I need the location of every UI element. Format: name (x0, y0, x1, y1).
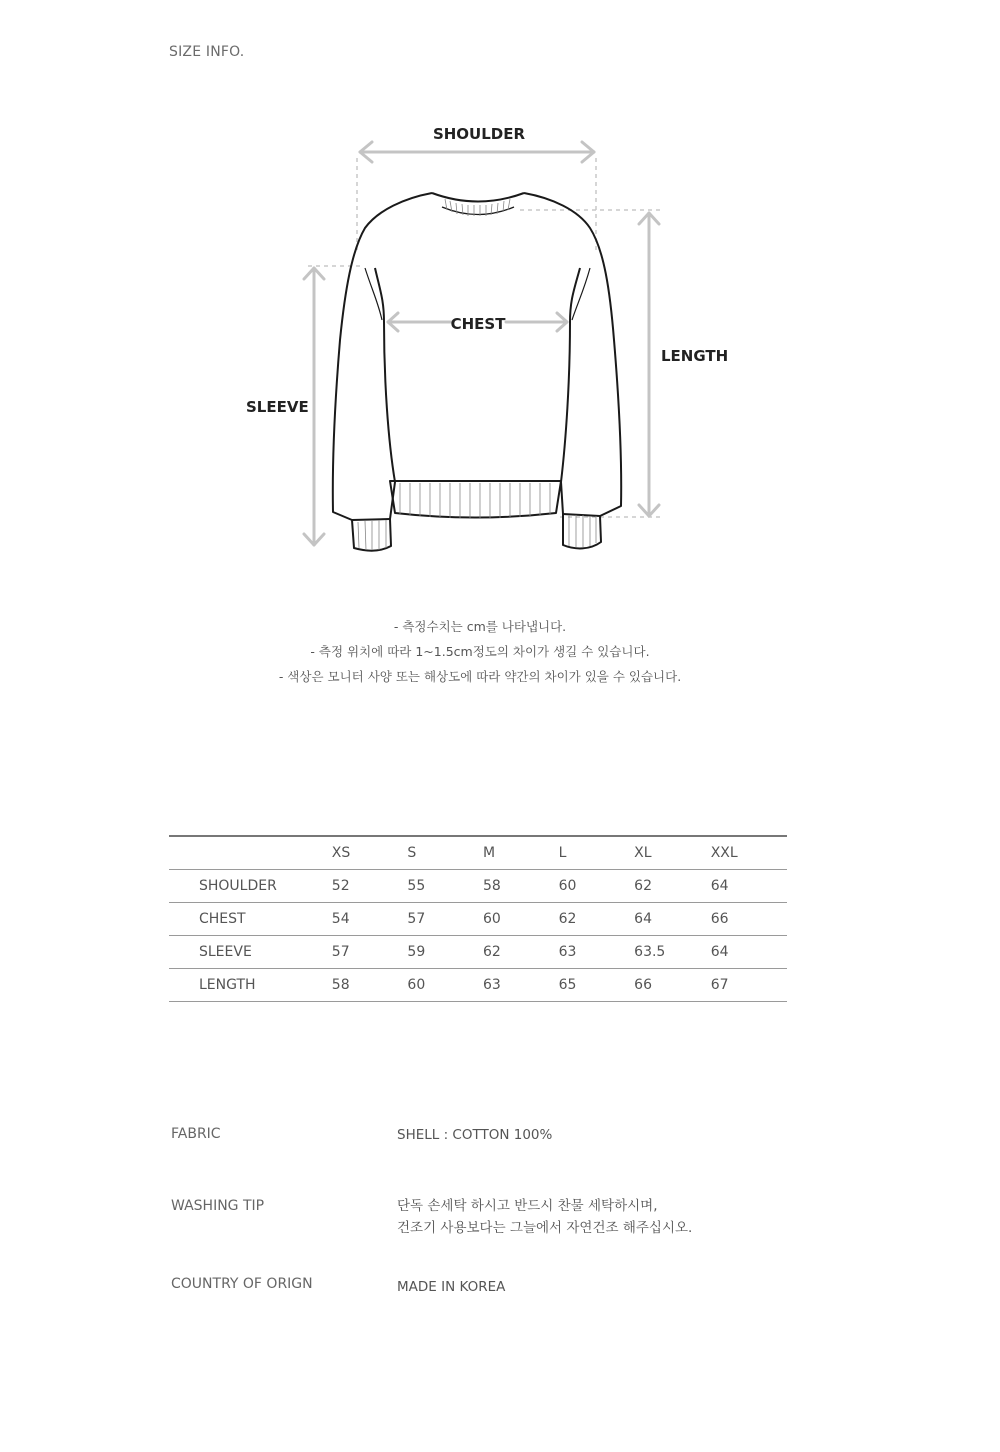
sleeve-label: SLEEVE (246, 398, 309, 416)
table-cell: 65 (559, 969, 635, 1002)
row-label: SLEEVE (169, 936, 332, 969)
header-cell-l: L (559, 836, 635, 870)
table-cell: 58 (483, 870, 559, 903)
table-row (169, 969, 787, 1002)
country-of-origin-label: COUNTRY OF ORIGN (171, 1276, 313, 1292)
table-cell: 66 (711, 903, 787, 936)
note-line: - 측정수치는 cm를 나타냅니다. (393, 619, 567, 634)
table-cell: 67 (711, 969, 787, 1002)
header-cell (169, 836, 332, 870)
note-line: - 측정 위치에 따라 1~1.5cm정도의 차이가 생길 수 있습니다. (310, 644, 650, 659)
washing-tip-value (397, 1195, 692, 1239)
fabric-label: FABRIC (171, 1126, 221, 1142)
measurement-notes (0, 614, 960, 689)
table-cell: 55 (407, 870, 483, 903)
sweatshirt-outline (333, 193, 621, 551)
header-cell-xl: XL (634, 836, 711, 870)
guide-lines (308, 158, 660, 517)
table-row (169, 870, 787, 903)
table-cell: 54 (332, 903, 408, 936)
table-cell: 66 (634, 969, 711, 1002)
table-row (169, 936, 787, 969)
row-label: CHEST (169, 903, 332, 936)
table-cell: 64 (634, 903, 711, 936)
table-cell: 59 (407, 936, 483, 969)
header-cell-xxl: XXL (711, 836, 787, 870)
washing-tip-line: 건조기 사용보다는 그늘에서 자연건조 해주십시오. (397, 1220, 693, 1236)
table-cell: 58 (332, 969, 408, 1002)
section-title: SIZE INFO. (169, 44, 245, 60)
row-label: SHOULDER (169, 870, 332, 903)
washing-tip-line: 단독 손세탁 하시고 반드시 찬물 세탁하시며, (397, 1198, 658, 1214)
table-cell: 62 (483, 936, 559, 969)
size-table-header (169, 836, 787, 870)
table-cell: 62 (634, 870, 711, 903)
table-row (169, 903, 787, 936)
sweatshirt-size-diagram (0, 0, 1000, 600)
size-table (169, 835, 787, 1002)
table-cell: 52 (332, 870, 408, 903)
table-cell: 57 (407, 903, 483, 936)
note-line: - 색상은 모니터 사양 또는 해상도에 따라 약간의 차이가 있을 수 있습니다. (278, 669, 682, 684)
table-cell: 63.5 (634, 936, 711, 969)
washing-tip-label: WASHING TIP (171, 1198, 265, 1214)
row-label: LENGTH (169, 969, 332, 1002)
table-cell: 62 (559, 903, 635, 936)
table-cell: 63 (483, 969, 559, 1002)
chest-label: CHEST (450, 315, 506, 333)
length-label: LENGTH (661, 347, 729, 365)
table-cell: 60 (559, 870, 635, 903)
fabric-value: SHELL : COTTON 100% (397, 1127, 553, 1143)
table-cell: 60 (407, 969, 483, 1002)
table-cell: 64 (711, 936, 787, 969)
header-cell-m: M (483, 836, 559, 870)
table-cell: 57 (332, 936, 408, 969)
table-cell: 60 (483, 903, 559, 936)
header-cell-s: S (407, 836, 483, 870)
country-of-origin-value: MADE IN KOREA (397, 1279, 506, 1295)
table-cell: 64 (711, 870, 787, 903)
shoulder-label: SHOULDER (432, 125, 526, 143)
header-cell-xs: XS (332, 836, 408, 870)
table-cell: 63 (559, 936, 635, 969)
